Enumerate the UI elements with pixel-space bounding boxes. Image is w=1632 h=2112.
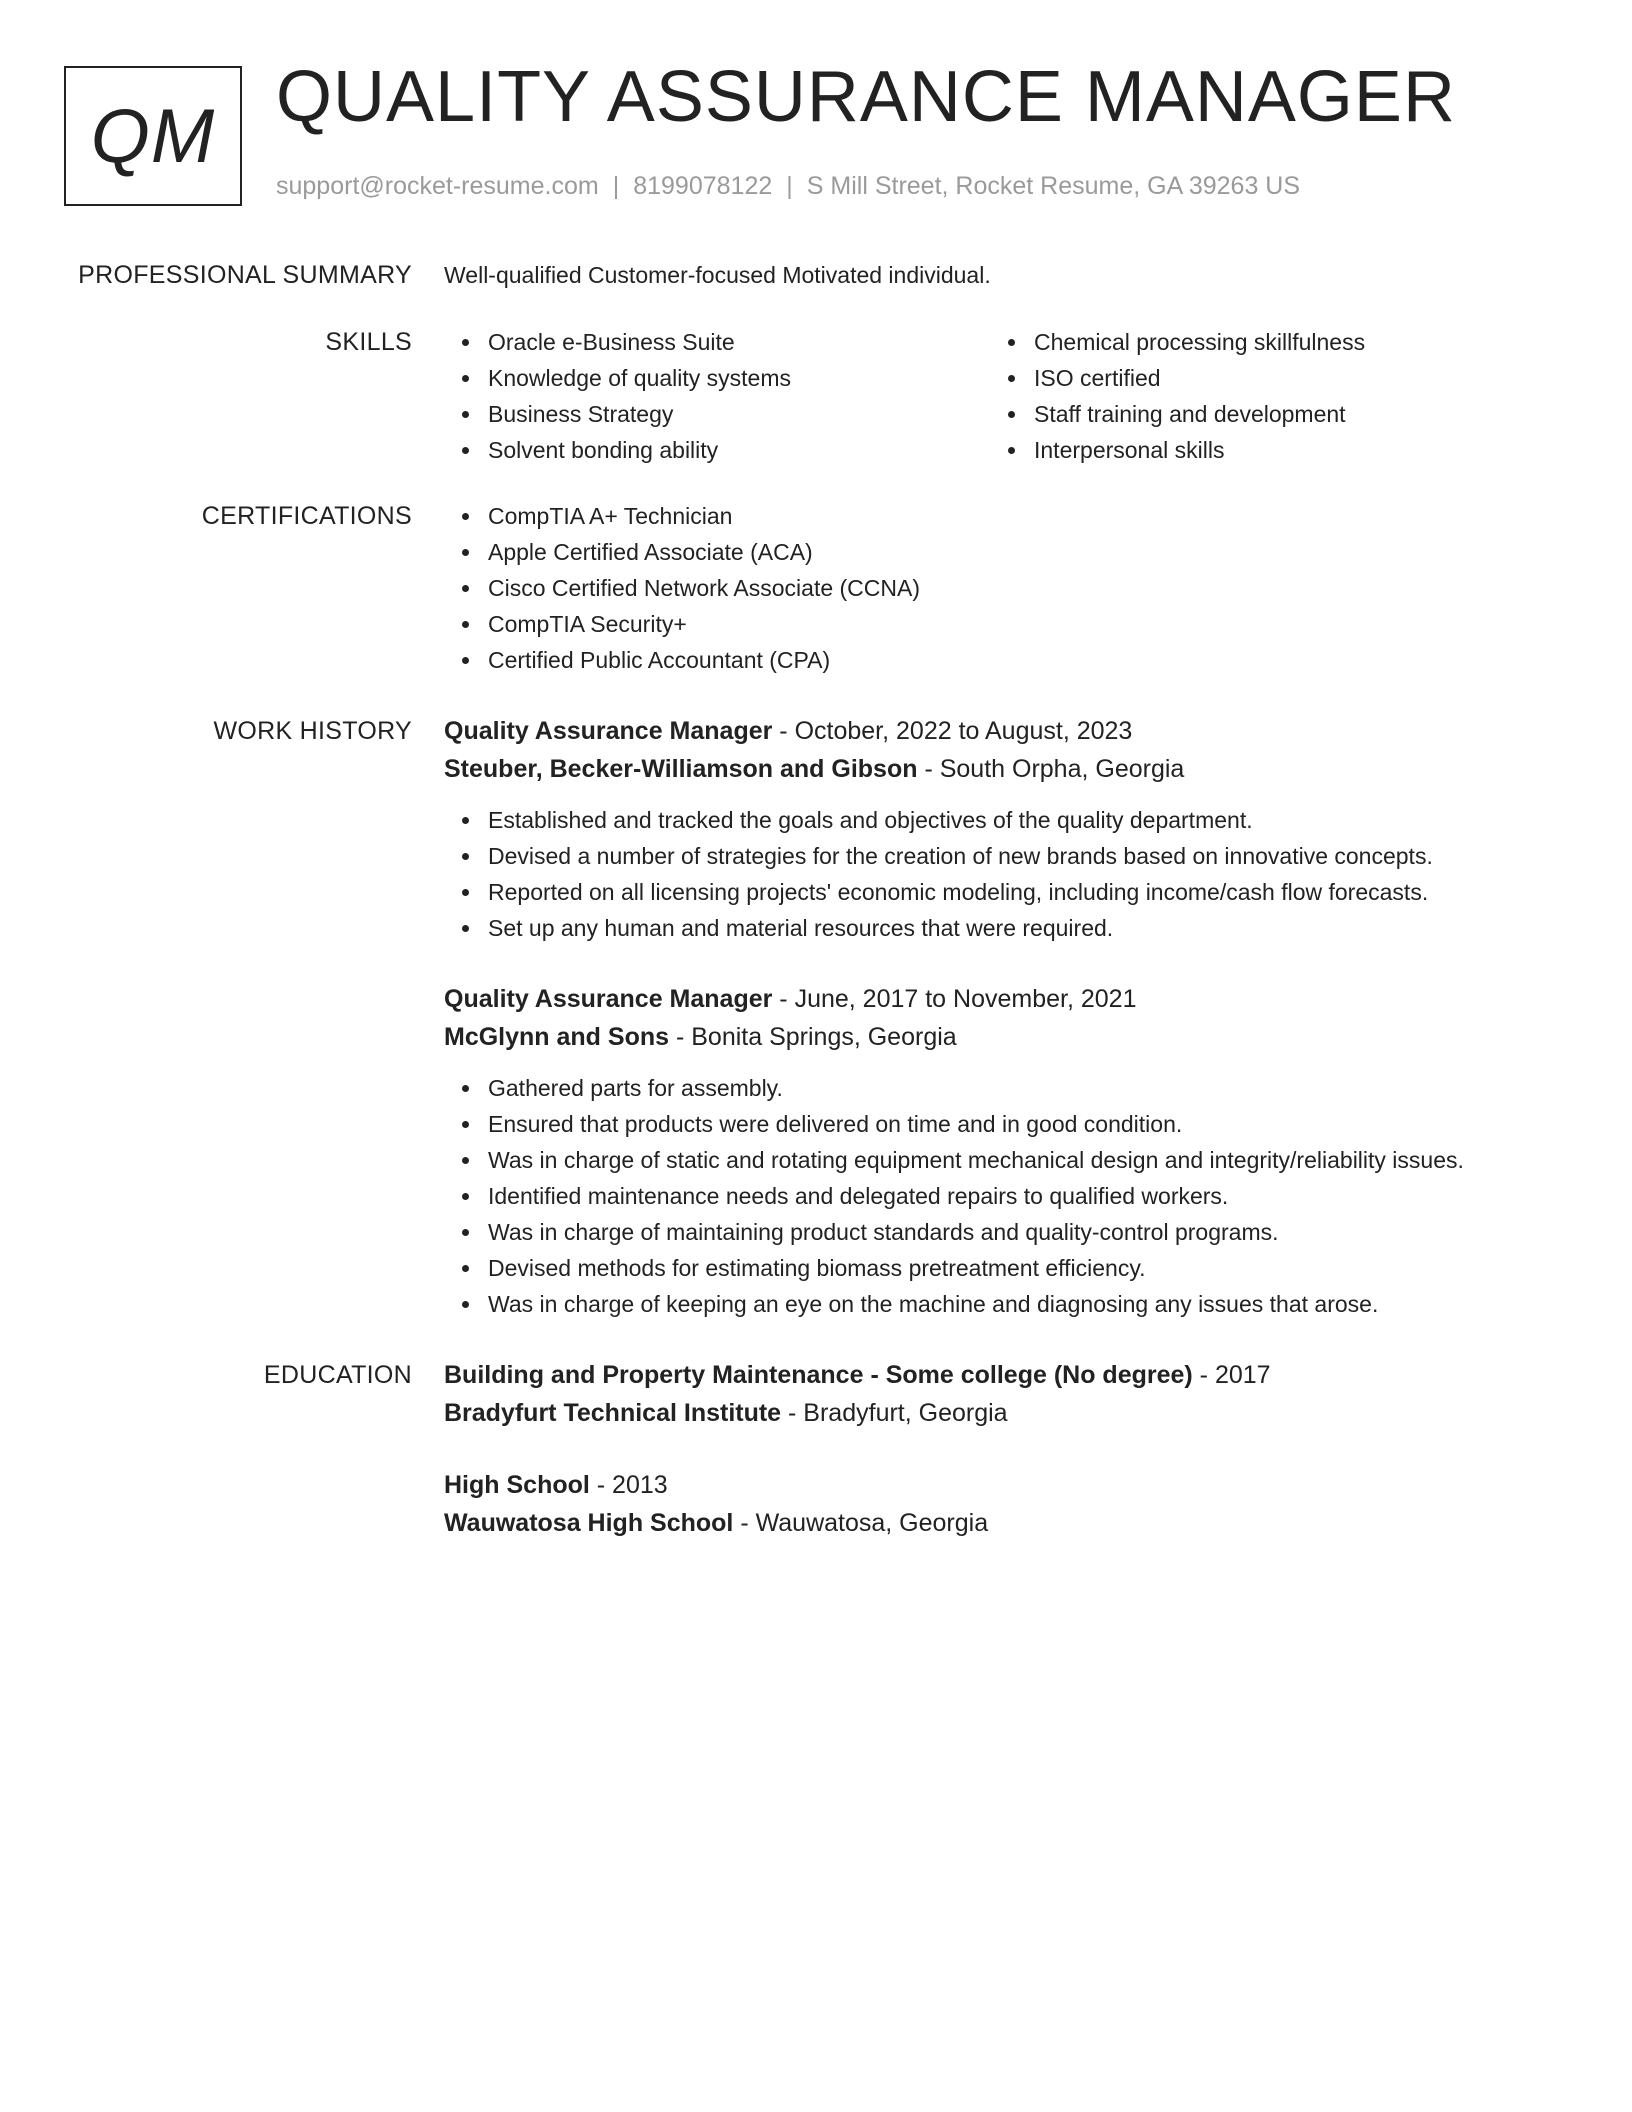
list-item: Was in charge of keeping an eye on the machine and diagnosing any issues that arose. [444,1286,1592,1322]
list-item: Interpersonal skills [990,432,1365,468]
education-location: - Bradyfurt, Georgia [781,1399,1008,1427]
education-school: Wauwatosa High School [444,1509,734,1537]
contact-separator: | [786,172,793,200]
education-school-line [444,1504,1592,1542]
page-title: QUALITY ASSURANCE MANAGER [276,57,1456,137]
list-item: Chemical processing skillfulness [990,324,1365,360]
job-company: McGlynn and Sons [444,1023,670,1051]
list-item: Staff training and development [990,396,1365,432]
contact-address: S Mill Street, Rocket Resume, GA 39263 US [806,172,1301,200]
section-label-skills: SKILLS [325,328,412,356]
list-item: Oracle e-Business Suite [444,324,791,360]
education-degree-line [444,1466,1592,1504]
section-label-work: WORK HISTORY [213,717,412,745]
list-item: Solvent bonding ability [444,432,791,468]
education-year: - 2017 [1192,1361,1271,1389]
list-item: Cisco Certified Network Associate (CCNA) [444,570,1592,606]
job-entry [444,980,1592,1322]
education-school: Bradyfurt Technical Institute [444,1399,782,1427]
job-title: Quality Assurance Manager [444,985,773,1013]
list-item: Apple Certified Associate (ACA) [444,534,1592,570]
list-item: Established and tracked the goals and objectives of the quality department. [444,802,1592,838]
job-entry [444,712,1592,946]
skills-list-left [444,324,791,468]
job-title: Quality Assurance Manager [444,717,773,745]
education-entry [444,1466,1592,1542]
list-item: Devised methods for estimating biomass pretreatment efficiency. [444,1250,1592,1286]
job-dates: - October, 2022 to August, 2023 [772,717,1133,745]
contact-phone: 8199078122 [633,172,773,200]
skills-body [444,324,1592,468]
list-item: Identified maintenance needs and delegated repairs to qualified workers. [444,1178,1592,1214]
job-company: Steuber, Becker-Williamson and Gibson [444,755,918,783]
skills-list-right [990,324,1365,468]
section-label-certifications: CERTIFICATIONS [201,502,412,530]
education-degree: High School [444,1471,590,1499]
list-item: Knowledge of quality systems [444,360,791,396]
section-label-summary: PROFESSIONAL SUMMARY [78,261,412,289]
list-item: Ensured that products were delivered on time and in good condition. [444,1106,1592,1142]
list-item: CompTIA A+ Technician [444,498,1592,534]
job-bullets [444,1070,1592,1322]
section-label-education: EDUCATION [263,1361,412,1389]
list-item: Certified Public Accountant (CPA) [444,642,1592,678]
education-school-line [444,1394,1592,1432]
contact-email: support@rocket-resume.com [276,172,599,200]
summary-text: Well-qualified Customer-focused Motivated individual. [444,262,991,288]
education-entry [444,1356,1592,1432]
job-company-line [444,750,1592,788]
job-dates: - June, 2017 to November, 2021 [772,985,1137,1013]
list-item: ISO certified [990,360,1365,396]
education-location: - Wauwatosa, Georgia [733,1509,989,1537]
monogram-initials: QM [90,93,216,179]
job-company-line [444,1018,1592,1056]
list-item: Set up any human and material resources that were required. [444,910,1592,946]
certifications-body [444,498,1592,678]
job-title-line [444,980,1592,1018]
contact-line [276,172,1300,201]
education-degree-line [444,1356,1592,1394]
monogram-box [64,66,242,206]
list-item: Devised a number of strategies for the creation of new brands based on innovative concepts. [444,838,1592,874]
job-title-line [444,712,1592,750]
education-degree: Building and Property Maintenance - Some college (No degree) [444,1361,1193,1389]
education-year: - 2013 [589,1471,668,1499]
certifications-list [444,498,1592,678]
job-location: - Bonita Springs, Georgia [669,1023,957,1051]
list-item: Was in charge of maintaining product standards and quality-control programs. [444,1214,1592,1250]
contact-separator: | [612,172,620,200]
job-location: - South Orpha, Georgia [917,755,1185,783]
list-item: Gathered parts for assembly. [444,1070,1592,1106]
list-item: Was in charge of static and rotating equipment mechanical design and integrity/reliability issues. [444,1142,1592,1178]
list-item: CompTIA Security+ [444,606,1592,642]
list-item: Reported on all licensing projects' economic modeling, including income/cash flow forecasts. [444,874,1592,910]
job-bullets [444,802,1592,946]
list-item: Business Strategy [444,396,791,432]
